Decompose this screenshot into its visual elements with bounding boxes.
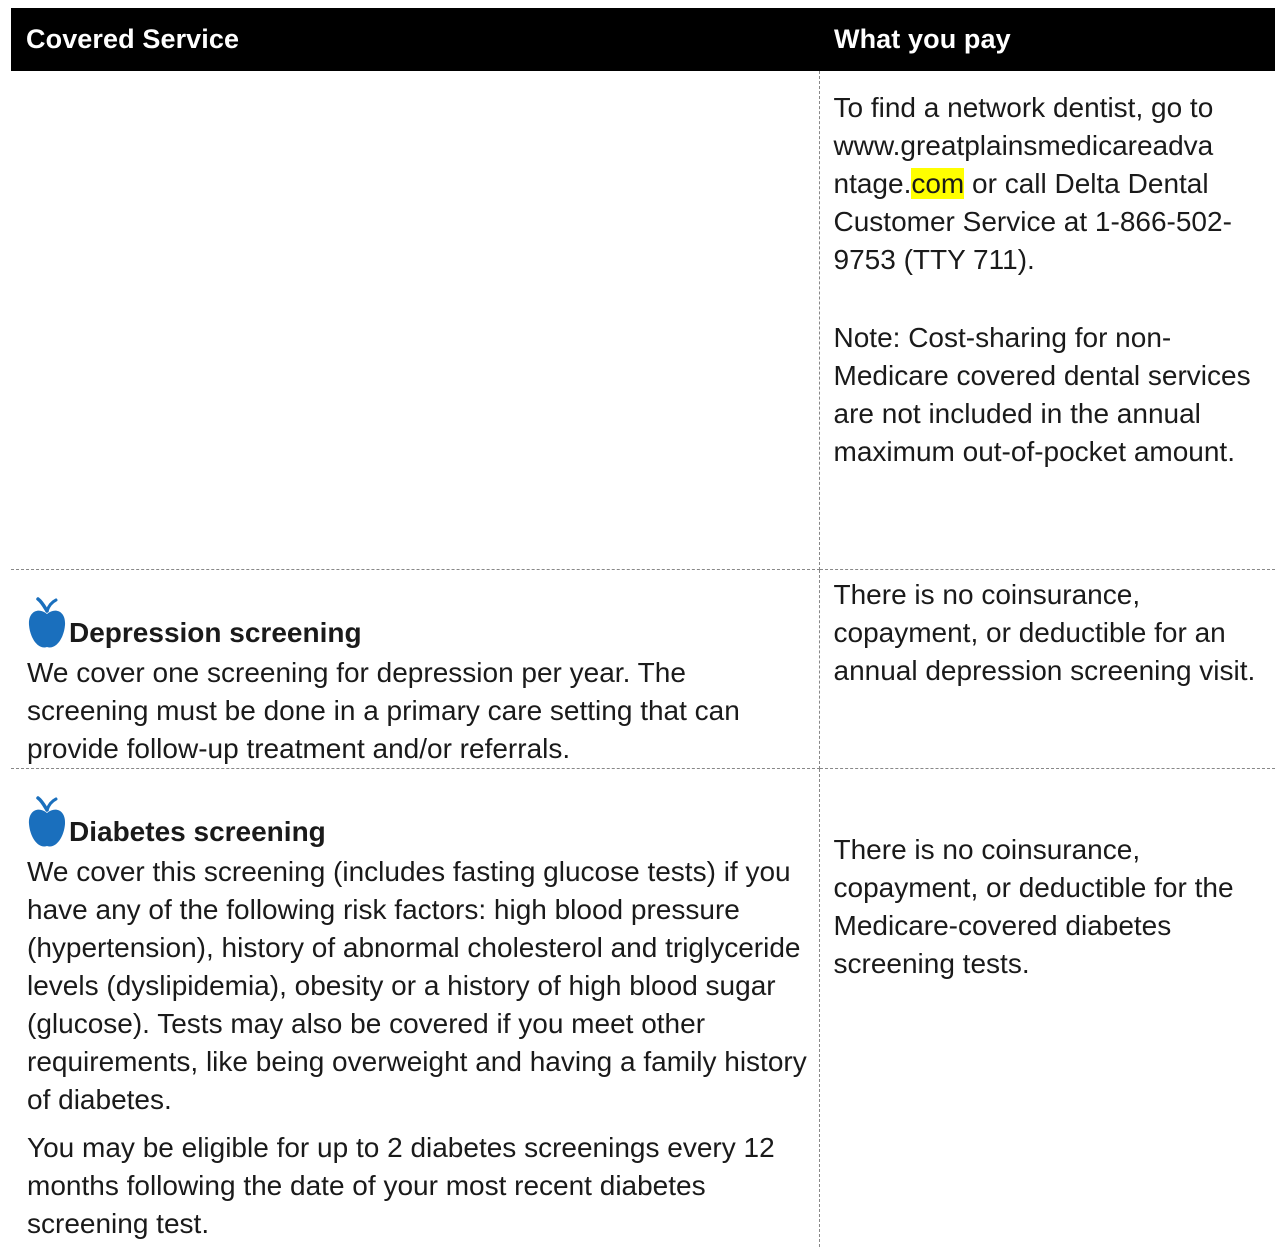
service-name-diabetes: Diabetes screening	[69, 815, 326, 851]
pay-cell-depression	[819, 570, 1275, 769]
table-row-dental	[11, 71, 1275, 570]
table-header-row	[11, 8, 1275, 71]
service-cell-diabetes	[11, 769, 819, 1247]
service-title-depression	[27, 578, 809, 652]
diabetes-eligibility: You may be eligible for up to 2 diabetes screenings every 12 months following the date of your most recent diabetes screening test.	[27, 1129, 809, 1243]
diabetes-cost-text: There is no coinsurance, copayment, or deductible for the Medicare-covered diabetes screening tests.	[834, 831, 1264, 983]
depression-description: We cover one screening for depression per year. The screening must be done in a primary care setting that can provide follow-up treatment and/or referrals.	[27, 654, 809, 768]
pay-cell-diabetes	[819, 769, 1275, 1247]
pay-cell-dental	[819, 71, 1275, 570]
table-row-diabetes	[11, 769, 1275, 1247]
table-row-depression	[11, 570, 1275, 769]
dental-network-text	[834, 89, 1264, 279]
header-what-you-pay: What you pay	[819, 8, 1275, 71]
benefits-table	[11, 8, 1275, 1247]
dental-network-text-end: or call Delta Dental Customer Service at 1-866-502-9753 (TTY 711).	[834, 168, 1232, 275]
apple-icon	[27, 592, 67, 652]
service-cell-dental	[11, 71, 819, 570]
apple-icon	[27, 791, 67, 851]
header-covered-service: Covered Service	[11, 8, 819, 71]
service-cell-depression	[11, 570, 819, 769]
diabetes-description: We cover this screening (includes fasting glucose tests) if you have any of the following risk factors: high blood pressure (hypertension), history of abnormal cholesterol and triglyceride levels (dyslipidemia), obesity or a history of high blood sugar (glucose). Tests may also be covered if you meet other requirements, like being overweight and having a family history of diabetes.	[27, 853, 809, 1119]
dental-cost-note: Note: Cost-sharing for non-Medicare covered dental services are not included in the annual maximum out-of-pocket amount.	[834, 319, 1264, 471]
service-title-diabetes	[27, 777, 809, 851]
depression-cost-text: There is no coinsurance, copayment, or deductible for an annual depression screening visit.	[834, 576, 1264, 690]
benefits-page	[11, 8, 1275, 1247]
service-name-depression: Depression screening	[69, 616, 362, 652]
dental-network-text-start: To find a network dentist, go to www.greatplainsmedicareadva ntage.	[834, 92, 1214, 199]
highlighted-text: com	[911, 168, 964, 199]
